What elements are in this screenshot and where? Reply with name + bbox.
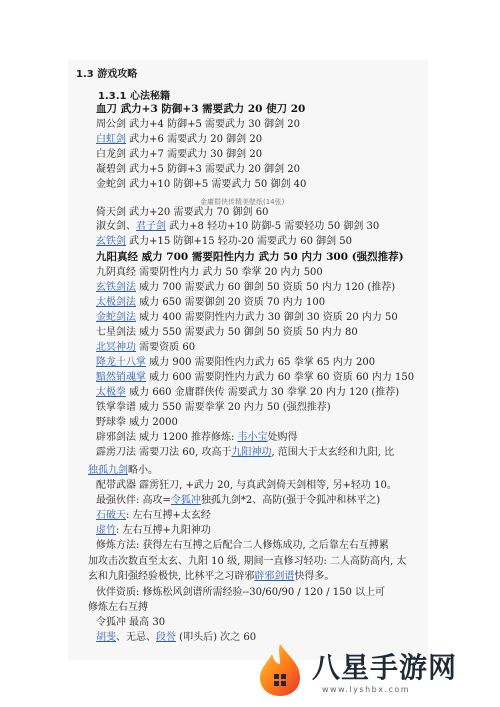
line-text: 铁掌拳谱 威力 550 需要拳掌 20 内力 50 (强烈推荐) <box>96 402 331 413</box>
wiki-link[interactable]: 黯然销魂掌 <box>96 372 146 383</box>
guide-line <box>88 601 148 614</box>
guide-line <box>96 103 305 116</box>
line-text: 独孤九剑*2、高防(强于令狐冲和林平之) <box>200 495 381 506</box>
line-text: 金蛇剑 武力+10 防御+5 需要武力 50 御剑 40 <box>96 179 307 190</box>
line-text: 武力+6 需要武力 20 御剑 20 <box>126 134 263 145</box>
line-text: 七星剑法 威力 550 需要武力 50 御剑 50 资质 50 内力 80 <box>96 327 358 338</box>
line-text: 快得多。 <box>294 571 335 582</box>
line-text: 、无忌、 <box>116 632 156 643</box>
watermark-url: www.lyshbx.com <box>322 685 411 694</box>
guide-line <box>96 266 323 279</box>
wiki-link[interactable]: 降龙十八掌 <box>96 357 146 368</box>
guide-line <box>96 133 262 146</box>
line-text: 威力 400 需要阴性内力武力 30 御剑 30 资质 20 内力 50 <box>136 312 398 323</box>
line-text: 辟邪剑法 威力 1200 推荐修炼: <box>96 432 238 443</box>
line-text: 血刀 武力+3 防御+3 需要武力 20 使刀 20 <box>96 103 306 115</box>
guide-line <box>96 220 379 233</box>
guide-line <box>88 555 406 568</box>
line-text: 凝碧剑 武力+5 防御+3 需要武力 20 御剑 20 <box>96 164 301 175</box>
line-text: 威力 660 金庸群侠传 需要武力 30 拳掌 20 内力 120 (推荐) <box>126 387 400 398</box>
line-text: 威力 900 需要阳性内力武力 65 拳掌 65 内力 200 <box>146 357 376 368</box>
flame-logo-icon <box>250 640 310 698</box>
line-text: 威力 650 需要御剑 20 资质 70 内力 100 <box>136 297 326 308</box>
wiki-link[interactable]: 白虹剑 <box>96 134 126 145</box>
guide-line <box>96 178 306 191</box>
line-text: 修炼左右互搏 <box>88 602 148 613</box>
guide-line <box>96 509 211 522</box>
wiki-link[interactable]: 独孤九剑 <box>88 465 128 476</box>
site-watermark <box>250 640 490 702</box>
guide-line <box>96 118 300 131</box>
line-text: (叩头后) 次之 60 <box>176 632 257 643</box>
line-text: 伙伴资质: 修炼松风剑谱所需经验--30/60/90 / 120 / 150 以上可 <box>96 587 386 598</box>
guide-line <box>96 341 195 354</box>
line-text: 九阳真经 威力 700 需要阳性内力 武力 50 内力 300 (强烈推荐) <box>96 251 404 263</box>
guide-line <box>96 371 414 384</box>
line-text: 需要资质 60 <box>136 342 196 353</box>
wiki-link[interactable]: 太极剑法 <box>96 297 136 308</box>
line-text: 玄和九阳强经验极快, 比林平之习辟邪 <box>88 571 255 582</box>
guide-line <box>96 446 394 459</box>
guide-line <box>96 616 165 629</box>
guide-line <box>96 494 380 507</box>
guide-line <box>96 326 358 339</box>
wiki-link[interactable]: 九阳神功 <box>231 447 272 458</box>
wiki-link[interactable]: 令狐冲 <box>170 495 201 506</box>
section-title: 1.3 游戏攻略 <box>76 69 138 80</box>
line-text: 武力+8 轻功+10 防御-5 需要轻功 50 御剑 30 <box>166 221 380 232</box>
guide-line <box>96 401 331 414</box>
guide-line <box>96 416 178 429</box>
line-text: 威力 700 需要武力 60 御剑 50 资质 50 内力 120 (推荐) <box>136 282 396 293</box>
line-text: 配带武器 霹雳狂刀, +武力 20, 与真武剑倚天剑相等, 另+轻功 10。 <box>96 480 397 491</box>
guide-line <box>88 570 334 583</box>
guide-line <box>96 539 389 552</box>
wiki-link[interactable]: 胡斐 <box>96 632 116 643</box>
line-text: , 范围大于太玄经和九阳, 比 <box>271 447 395 458</box>
line-text: : 左右互搏+太玄经 <box>126 510 211 521</box>
guide-line <box>96 148 262 161</box>
wiki-link[interactable]: 虚竹 <box>96 525 116 536</box>
line-text: 处购得 <box>267 432 298 443</box>
guide-line <box>96 386 399 399</box>
wiki-link[interactable]: 石破天 <box>96 510 126 521</box>
guide-line <box>96 524 211 537</box>
line-text: 令狐冲 最高 30 <box>96 617 166 628</box>
wiki-link[interactable]: 玄铁剑 <box>96 236 126 247</box>
line-text: 淑女剑、 <box>96 221 136 232</box>
line-text: 略小。 <box>128 465 158 476</box>
guide-line <box>96 251 404 264</box>
line-text: 武力+15 防御+15 轻功-20 需要武力 60 御剑 50 <box>126 236 353 247</box>
image-caption: 金庸群侠传精美壁纸(14张) <box>200 198 285 206</box>
guide-line <box>96 479 397 492</box>
guide-line <box>96 296 325 309</box>
wiki-link[interactable]: 段誉 <box>156 632 176 643</box>
line-text: 威力 600 需要阴性内力武力 60 拳掌 60 资质 60 内力 150 <box>146 372 415 383</box>
line-text: 周公剑 武力+4 防御+5 需要武力 30 御剑 20 <box>96 119 301 130</box>
line-text: 最强伙伴: 高攻= <box>96 495 171 506</box>
wiki-link[interactable]: 金蛇剑法 <box>96 312 136 323</box>
guide-line <box>88 464 158 477</box>
line-text: 九阴真经 需要阴性内力 武力 50 拳掌 20 内力 500 <box>96 267 323 278</box>
line-text: 加攻击次数直至太玄、九阳 10 级, 期间一直修习轻功: 二人高防高内, 太 <box>88 556 407 567</box>
guide-line <box>96 431 298 444</box>
watermark-text: 八星手游网 <box>312 651 458 684</box>
line-text: 白龙剑 武力+7 需要武力 30 御剑 20 <box>96 149 263 160</box>
guide-line <box>96 163 300 176</box>
guide-line <box>96 586 385 599</box>
guide-line <box>96 235 352 248</box>
wiki-link[interactable]: 辟邪剑谱 <box>254 571 295 582</box>
wiki-link[interactable]: 太极拳 <box>96 387 126 398</box>
wiki-link[interactable]: 玄铁剑法 <box>96 282 136 293</box>
guide-line <box>96 356 375 369</box>
line-text: 野球拳 威力 2000 <box>96 417 178 428</box>
guide-line <box>96 631 256 644</box>
wiki-link[interactable]: 北冥神功 <box>96 342 136 353</box>
line-text: 霹雳刀法 需要刀法 60, 攻高于 <box>96 447 232 458</box>
line-text: : 左右互搏+九阳神功 <box>116 525 211 536</box>
line-text: 倚天剑 武力+20 需要武力 70 御剑 60 <box>96 207 269 218</box>
wiki-link[interactable]: 君子剑 <box>136 221 166 232</box>
guide-line <box>96 311 398 324</box>
guide-line <box>96 281 395 294</box>
wiki-link[interactable]: 韦小宝 <box>237 432 268 443</box>
line-text: 修炼方法: 获得左右互搏之后配合二人修炼成功, 之后靠左右互搏累 <box>96 540 389 551</box>
subsection-title: 1.3.1 心法秘籍 <box>98 91 170 102</box>
